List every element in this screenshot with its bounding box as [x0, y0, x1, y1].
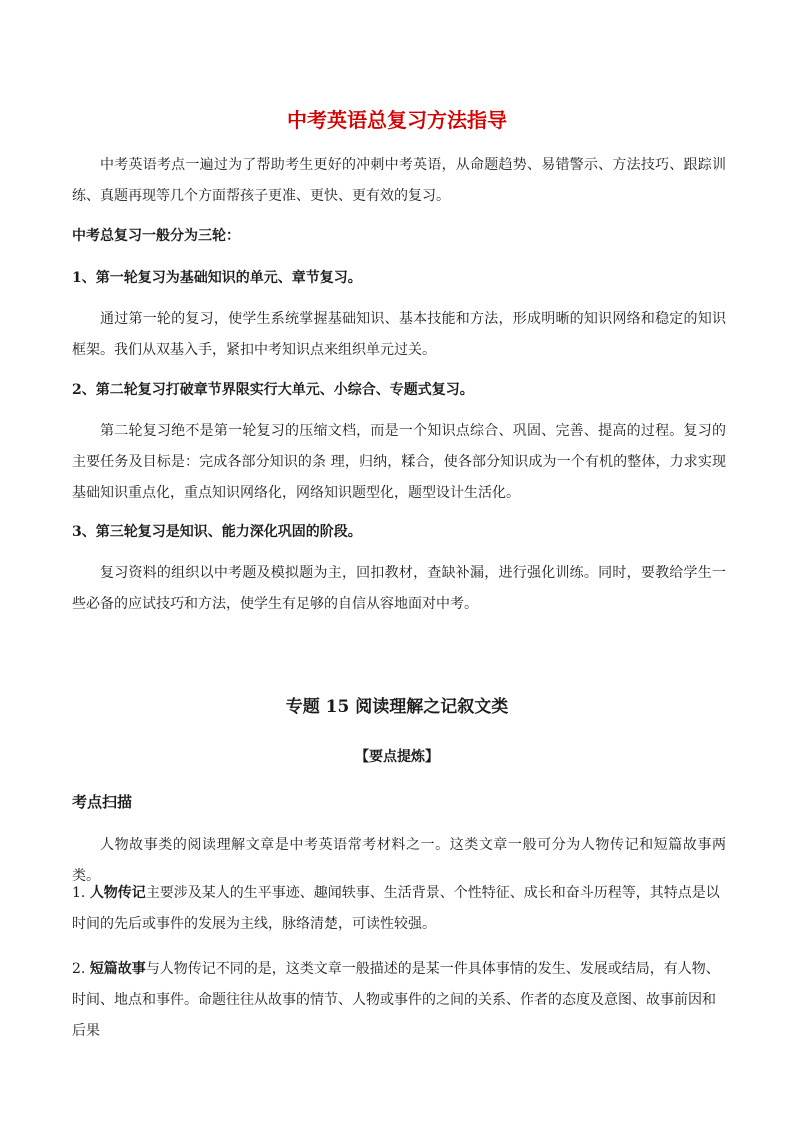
round3-heading: 3、第三轮复习是知识、能力深化巩固的阶段。	[72, 524, 362, 540]
round1-paragraph: 通过第一轮的复习，使学生系统掌握基础知识、基本技能和方法，形成明晰的知识网络和稳定的知识框架。我们从双基入手，紧扣中考知识点来组织单元过关。	[72, 311, 726, 358]
round2-paragraph: 第二轮复习绝不是第一轮复习的压缩文档，而是一个知识点综合、巩固、完善、提高的过程。复习的主要任务及目标是：完成各部分知识的条 理，归纳，糅合，使各部分知识成为一个有机的整体，力求实现基础知识重点化，重点知识网络化，网络知识题型化，题型设计生活化。	[72, 423, 726, 501]
list-item-biography	[72, 878, 726, 940]
list-item-short-story	[72, 954, 726, 1047]
list-item-text: 主要涉及某人的生平事迹、趣闻轶事、生活背景、个性特征、成长和奋斗历程等，其特点是以时间的先后或事件的发展为主线，脉络清楚，可读性较强。	[72, 885, 720, 932]
round1-heading: 1、第一轮复习为基础知识的单元、章节复习。	[72, 270, 362, 286]
round3-paragraph: 复习资料的组织以中考题及模拟题为主，回扣教材，查缺补漏，进行强化训练。同时，要教给学生一些必备的应试技巧和方法，使学生有足够的自信从容地面对中考。	[72, 565, 726, 612]
list-item-text: 与人物传记不同的是，这类文章一般描述的是某一件具体事情的发生、发展或结局，有人物、时间、地点和事件。命题往往从故事的情节、人物或事件的之间的关系、作者的态度及意图、故事前因和后果	[72, 961, 720, 1039]
list-item-number: 1.	[72, 885, 86, 901]
list-item-term: 人物传记	[89, 885, 146, 901]
page-title: 中考英语总复习方法指导	[287, 108, 507, 132]
key-points-heading: 【要点提炼】	[355, 749, 439, 765]
round2-heading: 2、第二轮复习打破章节界限实行大单元、小综合、专题式复习。	[72, 382, 474, 398]
topic-title: 专题 15 阅读理解之记叙文类	[285, 697, 509, 717]
rounds-heading: 中考总复习一般分为三轮：	[72, 228, 240, 244]
list-item-term: 短篇故事	[89, 961, 146, 977]
list-item-number: 2.	[72, 961, 86, 977]
scan-heading: 考点扫描	[72, 793, 133, 811]
scan-intro-paragraph: 人物故事类的阅读理解文章是中考英语常考材料之一。这类文章一般可分为人物传记和短篇故事两类。	[72, 837, 726, 884]
intro-paragraph: 中考英语考点一遍过为了帮助考生更好的冲刺中考英语，从命题趋势、易错警示、方法技巧、跟踪训练、真题再现等几个方面帮孩子更准、更快、更有效的复习。	[72, 157, 726, 204]
